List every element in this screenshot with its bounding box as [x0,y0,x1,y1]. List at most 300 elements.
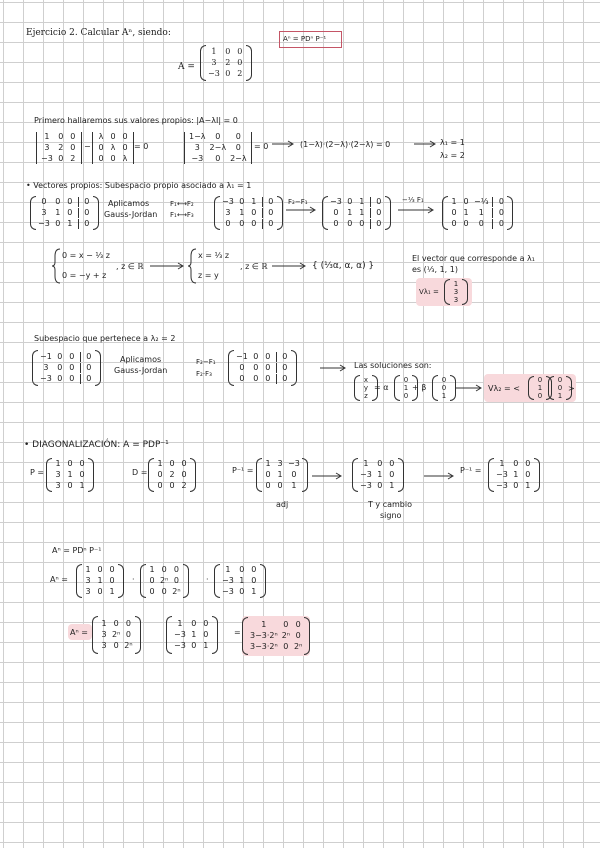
matrix-cell: 2 [169,470,175,479]
row-op-2: F₁⟷F₃ [170,211,194,219]
matrix-cell: 0 [463,219,469,228]
matrix-cell: 0 [97,565,103,574]
equals-zero-1: = 0 [134,142,149,151]
v-lambda-2-label: Vλ₂ = < [488,384,520,393]
matrix-cell: 1 [239,576,245,585]
matrix-cell: 3 [44,143,50,152]
matrix-cell: 2ⁿ [172,587,181,596]
vector-cell: 0 [557,376,563,384]
p-label: P = [30,468,45,477]
matrix-cell: 3−3·2ⁿ [250,642,278,651]
matrix-cell: 0 [78,208,91,218]
matrix-cell: 0 [69,363,75,372]
matrix-cell: 0 [98,143,104,152]
matrix-cell: 0 [235,132,241,141]
matrix-cell: 1 [203,641,209,650]
matrix-cell: 3 [55,470,61,479]
matrix-cell: 2ⁿ [160,576,169,585]
right-bracket-icon [302,458,308,492]
system-1-eq-a: 0 = x − ⅓ z [62,251,110,260]
vector-cell: 0 [441,376,447,384]
matrix-cell: 0 [225,219,231,228]
lambda-identity [92,132,134,164]
matrix-cell: −3 [40,374,52,383]
vector-cell: 1 [441,392,447,400]
matrix-cell: 1 [225,565,231,574]
matrix-cell: −3 [360,470,372,479]
matrix-cell: 0 [253,363,259,372]
matrix-cell: 0 [191,619,197,628]
matrix-cell: 0 [333,219,339,228]
matrix-cell: −3 [360,481,372,490]
matrix-cell: 0 [110,132,116,141]
matrix-cell: 0 [265,374,271,383]
vector-cell: z [364,392,368,400]
matrix-cell: 1 [389,481,395,490]
matrix-p [46,458,94,492]
equals-result: = [234,628,241,637]
vector-cell: 0 [403,392,409,400]
matrix-cell: 0 [253,374,259,383]
matrix-cell: 0 [253,352,259,361]
matrix-cell: 1 [109,587,115,596]
matrix-cell: 3 [55,481,61,490]
matrix-cell: 0 [377,481,383,490]
condition-1: , z ∈ ℝ [116,262,144,271]
matrix-cell: 0 [67,208,73,217]
matrix-cell: 0 [181,459,187,468]
left-brace-icon [188,248,198,284]
matrix-cell: 1 [377,470,383,479]
matrix-cell: 1 [101,619,107,628]
matrix-cell: 0 [513,459,519,468]
matrix-cell: 0 [55,219,61,228]
matrix-cell: 0 [215,132,221,141]
matrix-cell: 3 [194,143,200,152]
vector-cell: 0 [557,384,563,392]
adj-label: adj [276,500,289,509]
diagonalization-heading: • DIAGONALIZACIÓN: A = PDP⁻¹ [24,440,169,450]
matrix-cell: 3 [225,208,231,217]
aug-matrix-2 [214,196,283,230]
vector-cell: 0 [537,376,543,384]
matrix-cell: 0 [225,69,231,78]
matrix-cell: 0 [513,481,519,490]
arrow-icon [424,472,454,480]
matrix-after-adj [352,458,404,492]
matrix-cell: 3 [85,576,91,585]
matrix-cell: 0 [389,459,395,468]
right-bracket-icon [277,196,283,230]
matrix-cell: 1 [359,197,365,206]
exercise-title: Ejercicio 2. Calcular Aⁿ, siendo: [26,28,171,38]
matrix-cell: 2ⁿ [112,630,121,639]
dot-2: · [206,575,209,584]
row-op-6: F₂·F₃ [196,370,212,378]
matrix-cell: 1 [157,459,163,468]
angle-close: > [568,384,575,393]
matrix-cell: 0 [125,630,131,639]
matrix-cell: 1 [177,619,183,628]
matrix-cell: −3 [222,587,234,596]
matrix-cell: 1 [513,470,519,479]
system-2-eq-a: x = ⅓ z [198,251,230,260]
a-power-label: Aⁿ = [50,575,68,584]
matrix-cell: 0 [239,219,245,228]
lambda-1: λ₁ = 1 [440,138,465,147]
matrix-cell: 0 [251,208,257,217]
subspace-heading: Subespacio que pertenece a λ₂ = 2 [34,334,176,343]
vector-cell: y [363,384,369,392]
matrix-p-inverse [488,458,540,492]
right-bracket-icon [291,350,297,386]
matrix-cell: 0 [377,459,383,468]
matrix-cell: 0 [237,47,243,56]
right-bracket-icon [118,564,124,598]
arrow-icon [150,262,184,270]
arrow-icon [286,206,316,214]
matrix-cell: 1 [261,620,267,629]
matrix-cell: 3 [41,208,47,217]
arrow-icon [312,472,342,480]
matrix-cell: 0 [149,587,155,596]
vector-cell: 3 [453,288,459,296]
matrix-cell: 2 [225,58,231,67]
matrix-a [200,45,252,81]
matrix-cell: 0 [67,197,73,206]
matrix-cell: −3 [191,154,204,163]
d-label: D = [132,468,148,477]
matrix-cell: 1 [149,565,155,574]
matrix-cell: 0 [69,374,75,383]
matrix-cell: 0 [295,620,301,629]
matrix-cell: 1 [525,481,531,490]
right-bracket-icon [260,564,266,598]
gauss-jordan-label-2: Gauss-Jordan [114,366,168,375]
matrix-cell: 0 [97,587,103,596]
matrix-cell: −3 [288,459,300,468]
solution-set: { (⅓α, α, α) } [312,261,375,271]
matrix-cell: 1 [347,208,353,217]
gauss-jordan-label: Gauss-Jordan [104,210,158,219]
matrix-p-adj [256,458,308,492]
p-inverse-label-2: P⁻¹ = [460,466,482,475]
eigenvalues-heading: Primero hallaremos sus valores propios: |A−λI| = 0 [34,116,238,125]
matrix-cell: λ [110,143,116,152]
matrix-cell: 0 [239,565,245,574]
vector-cell: 0 [403,376,409,384]
matrix-cell: 0 [276,352,289,362]
right-bracket-icon [398,458,404,492]
matrix-cell: 0 [173,565,179,574]
basis-vector-b [432,375,456,401]
matrix-cell: 0 [157,470,163,479]
matrix-cell: 0 [67,481,73,490]
matrix-cell: 3 [43,363,49,372]
row-op-5: F₂−F₁ [196,358,216,366]
eigenvector-note-2: es (¹⁄₃, 1, 1) [412,265,458,274]
vector-cell: x [363,376,369,384]
transpose-label: T y cambio [368,500,412,509]
matrix-cell: −3 [174,641,186,650]
matrix-cell: 0 [225,47,231,56]
matrix-cell: 0 [67,459,73,468]
matrix-cell: 1 [291,481,297,490]
p-inverse-label: P⁻¹ = [232,466,254,475]
matrix-cell: 0 [109,576,115,585]
right-bracket-icon [304,617,310,655]
matrix-cell: 3−3·2ⁿ [250,631,278,640]
solutions-label: Las soluciones son: [354,361,432,370]
matrix-cell: 2ⁿ [124,641,133,650]
matrix-cell: 2 [70,154,76,163]
matrix-cell: 0 [58,154,64,163]
matrix-cell: 0 [359,219,365,228]
matrix-cell: −3 [222,197,234,206]
matrix-cell: 0 [109,565,115,574]
vector-cell: 1 [403,384,409,392]
aug-matrix-6 [228,350,297,386]
matrix-cell: 0 [276,363,289,373]
matrix-cell: 1 [67,219,73,228]
matrix-cell: 0 [161,565,167,574]
sign-label: signo [380,511,402,520]
matrix-cell: −3 [41,154,53,163]
matrix-cell: 0 [370,197,383,207]
matrix-cell: −3 [330,197,342,206]
matrix-cell: 0 [291,470,297,479]
matrix-cell: 1 [251,587,257,596]
matrix-cell: 1 [499,459,505,468]
matrix-cell: 0 [347,197,353,206]
vector-cell: 0 [537,392,543,400]
right-bracket-icon [93,196,99,230]
matrix-cell: 0 [70,132,76,141]
eigenvector-note-1: El vector que corresponde a λ₁ [412,254,535,263]
matrix-cell: λ [122,154,128,163]
right-bracket-icon [190,458,196,492]
matrix-cell: 3 [211,58,217,67]
matrix-cell: 0 [237,58,243,67]
equals-zero-2: = 0 [254,142,269,151]
matrix-cell: 1 [251,197,257,206]
matrix-cell: 2 [58,143,64,152]
system-1-eq-b: 0 = −y + z [62,271,107,280]
matrix-cell: 0 [122,132,128,141]
dot-1: · [132,575,135,584]
matrix-cell: 0 [58,132,64,141]
matrix-cell: 0 [79,470,85,479]
matrix-cell: 0 [370,219,383,229]
v-lambda-1-label: Vλ₁ = [419,288,439,296]
matrix-cell: 0 [191,641,197,650]
aplicamos-label: Aplicamos [108,199,150,208]
matrix-cell: 2 [181,481,187,490]
formula-boxed: Aⁿ = PDⁿ P⁻¹ [283,35,327,43]
matrix-cell: 1 [191,630,197,639]
matrix-cell: 0 [122,143,128,152]
matrix-cell: 2 [237,69,243,78]
matrix-cell: 0 [525,459,531,468]
vector-cell: 3 [453,296,459,304]
matrix-cell: 0 [283,642,289,651]
matrix-cell: 1 [55,208,61,217]
condition-2: , z ∈ ℝ [240,262,268,271]
matrix-cell: 0 [262,197,275,207]
matrix-cell: 0 [333,208,339,217]
aug-matrix-5 [32,350,101,386]
product-pdn [92,616,141,654]
matrix-cell: 1 [277,470,283,479]
matrix-cell: 3 [101,630,107,639]
matrix-cell: 0 [276,374,289,384]
matrix-cell: 2ⁿ [281,631,290,640]
matrix-cell: 0 [125,619,131,628]
matrix-cell: 0 [157,481,163,490]
vector-cell: 1 [453,280,459,288]
matrix-cell: 0 [262,208,275,218]
minus-sign: − [84,142,91,151]
matrix-cell: λ [98,132,104,141]
power-formula: Aⁿ = PDⁿ P⁻¹ [52,546,102,555]
matrix-cell: −1 [236,352,248,361]
matrix-cell: 0 [262,219,275,229]
arrow-icon [272,262,306,270]
matrix-cell: 2ⁿ [293,642,303,651]
matrix-cell: 0 [370,208,383,218]
vector-cell: 1 [557,392,563,400]
matrix-cell: 0 [235,143,241,152]
matrix-cell: 0 [451,219,457,228]
matrix-cell: 0 [265,363,271,372]
matrix-cell: −3 [222,576,234,585]
matrix-cell: 0 [265,470,271,479]
right-bracket-icon [534,458,540,492]
matrix-cell: 0 [478,219,484,228]
matrix-cell: 1 [478,208,484,217]
row-op-4: −⅓ F₁ [402,196,424,204]
matrix-cell: 0 [239,374,245,383]
matrix-cell: 0 [169,459,175,468]
matrix-cell: 0 [98,154,104,163]
aug-matrix-1 [30,196,99,230]
product-p-inverse [166,616,218,654]
plus-beta: + β [412,383,427,392]
matrix-cell: 0 [492,208,505,218]
matrix-cell: 3 [101,641,107,650]
det-matrix-2 [184,132,252,164]
matrix-cell: 0 [265,352,271,361]
matrix-cell: −3 [208,69,220,78]
matrix-cell: 0 [78,219,91,229]
matrix-cell: 0 [203,630,209,639]
matrix-cell: 0 [173,576,179,585]
vector-cell: 0 [441,384,447,392]
aug-matrix-3 [322,196,391,230]
matrix-cell: 0 [70,143,76,152]
power-matrix-p [76,564,124,598]
aug-matrix-4 [442,196,513,230]
matrix-cell: 0 [169,481,175,490]
matrix-cell: 0 [251,576,257,585]
matrix-cell: 0 [265,481,271,490]
right-bracket-icon [385,196,391,230]
matrix-cell: 0 [69,352,75,361]
char-polynomial: (1−λ)·(2−λ)·(2−λ) = 0 [300,140,391,149]
det-matrix-1 [36,132,82,164]
eigenvectors-heading: • Vectores propios: Subespacio propio asociado a λ₁ = 1 [26,181,252,190]
result-matrix [242,617,310,655]
matrix-cell: 0 [347,219,353,228]
left-brace-icon [52,248,62,284]
matrix-cell: 0 [215,154,221,163]
matrix-cell: 1 [85,565,91,574]
matrix-cell: −1 [40,352,52,361]
right-bracket-icon [95,350,101,386]
matrix-cell: 0 [463,197,469,206]
equals-alpha: = α [374,383,389,392]
matrix-cell: 1−λ [189,132,206,141]
matrix-cell: 0 [80,374,93,384]
matrix-cell: 1 [97,576,103,585]
matrix-cell: 1 [451,197,457,206]
matrix-cell: 3 [85,587,91,596]
matrix-cell: 0 [110,154,116,163]
matrix-cell: 0 [251,565,257,574]
a-power-label-2: Aⁿ = [70,628,88,637]
matrix-cell: 0 [525,470,531,479]
matrix-cell: 0 [239,197,245,206]
matrix-cell: 0 [57,352,63,361]
right-bracket-icon [183,564,189,598]
right-bracket-icon [246,45,252,81]
matrix-d [148,458,196,492]
matrix-cell: 0 [149,576,155,585]
matrix-cell: 2−λ [230,154,247,163]
matrix-a-label: A = [178,62,195,72]
matrix-cell: 1 [363,459,369,468]
right-bracket-icon [462,279,468,305]
matrix-cell: 0 [80,352,93,362]
arrow-icon [272,140,294,148]
arrow-icon [414,140,436,148]
matrix-cell: 0 [113,641,119,650]
right-bracket-icon [135,616,141,654]
power-matrix-p-inverse [214,564,266,598]
arrow-icon [398,206,434,214]
matrix-cell: 0 [277,481,283,490]
matrix-cell: 0 [181,470,187,479]
matrix-cell: 0 [41,197,47,206]
matrix-cell: −3 [496,481,508,490]
arrow-icon [320,364,346,372]
matrix-cell: 0 [57,374,63,383]
power-matrix-dn [140,564,189,598]
matrix-cell: 0 [113,619,119,628]
matrix-cell: 1 [359,208,365,217]
matrix-cell: 0 [283,620,289,629]
matrix-cell: 1 [55,459,61,468]
matrix-cell: 0 [203,619,209,628]
system-2-eq-b: z = y [198,271,219,280]
matrix-cell: 0 [78,197,91,207]
matrix-cell: 3 [277,459,283,468]
matrix-cell: 1 [79,481,85,490]
row-op-3: F₂−F₁ [288,198,308,206]
matrix-cell: 0 [161,587,167,596]
matrix-cell: 0 [451,208,457,217]
right-bracket-icon [249,132,252,164]
